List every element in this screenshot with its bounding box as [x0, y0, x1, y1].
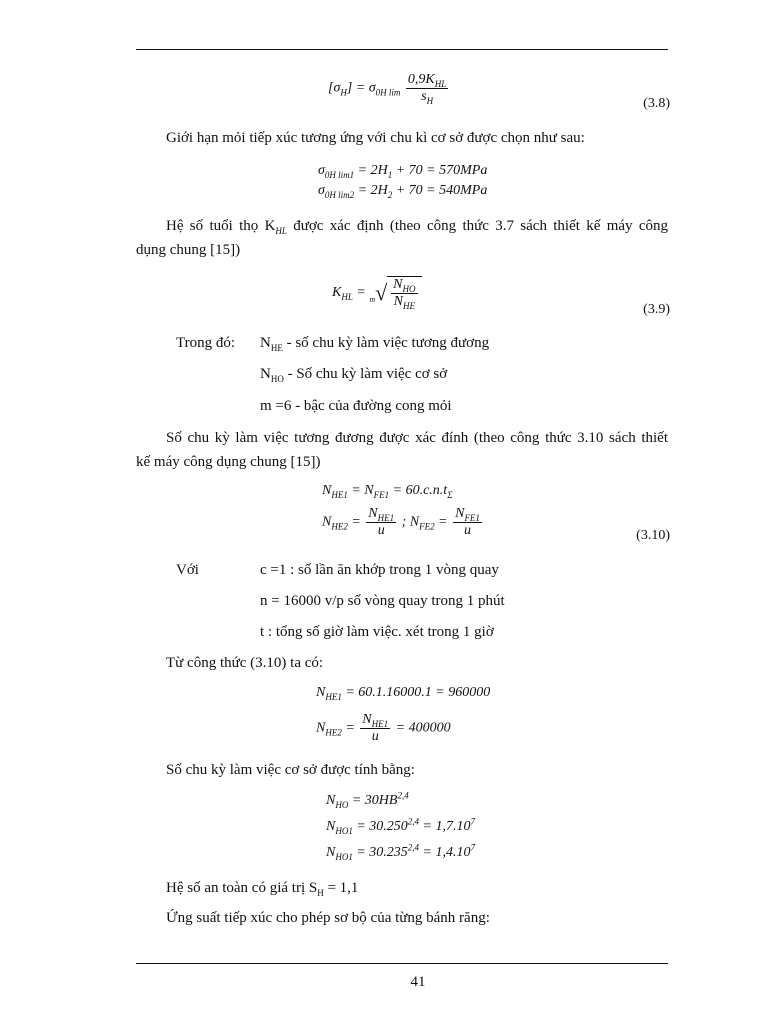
where-label: Trong đó: [176, 335, 236, 351]
calc-nhe1: $N_{HE1} = 60.1.16000.1 = 960000$ [316, 685, 491, 702]
paragraph-life-factor: Hệ số tuổi thọ $K_{HL}$ được xác định (theo công thức 3.7 sách thiết kế máy công [166, 218, 668, 236]
nho-formula: $N_{HO} = 30HB^{2,4}$ [326, 790, 409, 810]
sigma-limit-1: $\sigma_{0H lim1} = 2H_1 + 70 = 570MPa$ [318, 163, 488, 180]
where-item-nhe: $N_{HE}$ - số chu kỳ làm việc tương đương [260, 335, 490, 353]
where-item-m: m =6 - bậc của đường cong mỏi [260, 398, 452, 414]
nho1-calc-250: $N_{HO1} = 30.250^{2,4} = 1,7.10^7$ [326, 816, 475, 836]
equation-3-10-line2: $N_{HE2}$ = $\frac{N_{HE1}}{u}$ ; $N_{FE2}$ = $\frac{N_{FE1}}{u}$ [322, 506, 480, 538]
footer-rule [136, 963, 668, 964]
paragraph-base-cycles: Số chu kỳ làm việc cơ sở được tính bằng: [166, 762, 415, 778]
header-rule [136, 49, 668, 50]
paragraph-life-factor-cont: dụng chung [15]) [136, 242, 241, 258]
paragraph-safety-factor: Hệ số an toàn có giá trị $S_H = 1,1$ [166, 880, 359, 898]
with-item-c: c =1 : số lần ăn khớp trong 1 vòng quay [260, 562, 499, 578]
equation-number-3-9: (3.9) [643, 302, 670, 317]
paragraph-fatigue-limit: Giới hạn mỏi tiếp xúc tương ứng với chu kì cơ sở được chọn như sau: [166, 130, 585, 146]
equation-3-10-line1: $N_{HE1} = N_{FE1} = 60.c.n.t_\Sigma$ [322, 483, 453, 500]
page-number: 41 [410, 974, 426, 990]
equation-number-3-10: (3.10) [636, 528, 670, 543]
paragraph-equivalent-cycles: Số chu kỳ làm việc tương đương được xác đính (theo công thức 3.10 sách thiết [166, 430, 668, 446]
with-item-t: t : tổng số giờ làm việc. xét trong 1 giờ [260, 624, 494, 640]
nho1-calc-235: $N_{HO1} = 30.235^{2,4} = 1,4.10^7$ [326, 842, 475, 862]
calc-nhe2: $N_{HE2}$ = $\frac{N_{HE1}}{u}$ = 400000 [316, 712, 451, 744]
sigma-limit-2: $\sigma_{0H lim2} = 2H_2 + 70 = 540MPa$ [318, 183, 488, 200]
with-item-n: n = 16000 v/p số vòng quay trong 1 phút [260, 593, 505, 609]
equation-3-9: $K_{HL} = ^m√$ $\frac{N_{HO}}{N_{HE}}$ [332, 276, 422, 310]
paragraph-from-formula: Từ công thức (3.10) ta có: [166, 655, 324, 671]
where-item-nho: $N_{HO}$ - Số chu kỳ làm việc cơ sở [260, 366, 448, 384]
equation-3-8: $[\sigma_H] = \sigma_{0H lim}$ $\frac{0,9K_{HL}}{s_H}$ [328, 72, 447, 106]
paragraph-equivalent-cycles-cont: kế máy công dụng chung [15]) [136, 454, 321, 470]
with-label: Với [176, 562, 199, 578]
paragraph-allowable-stress: Ứng suất tiếp xúc cho phép sơ bộ của từng bánh răng: [166, 910, 490, 926]
equation-number-3-8: (3.8) [643, 96, 670, 111]
